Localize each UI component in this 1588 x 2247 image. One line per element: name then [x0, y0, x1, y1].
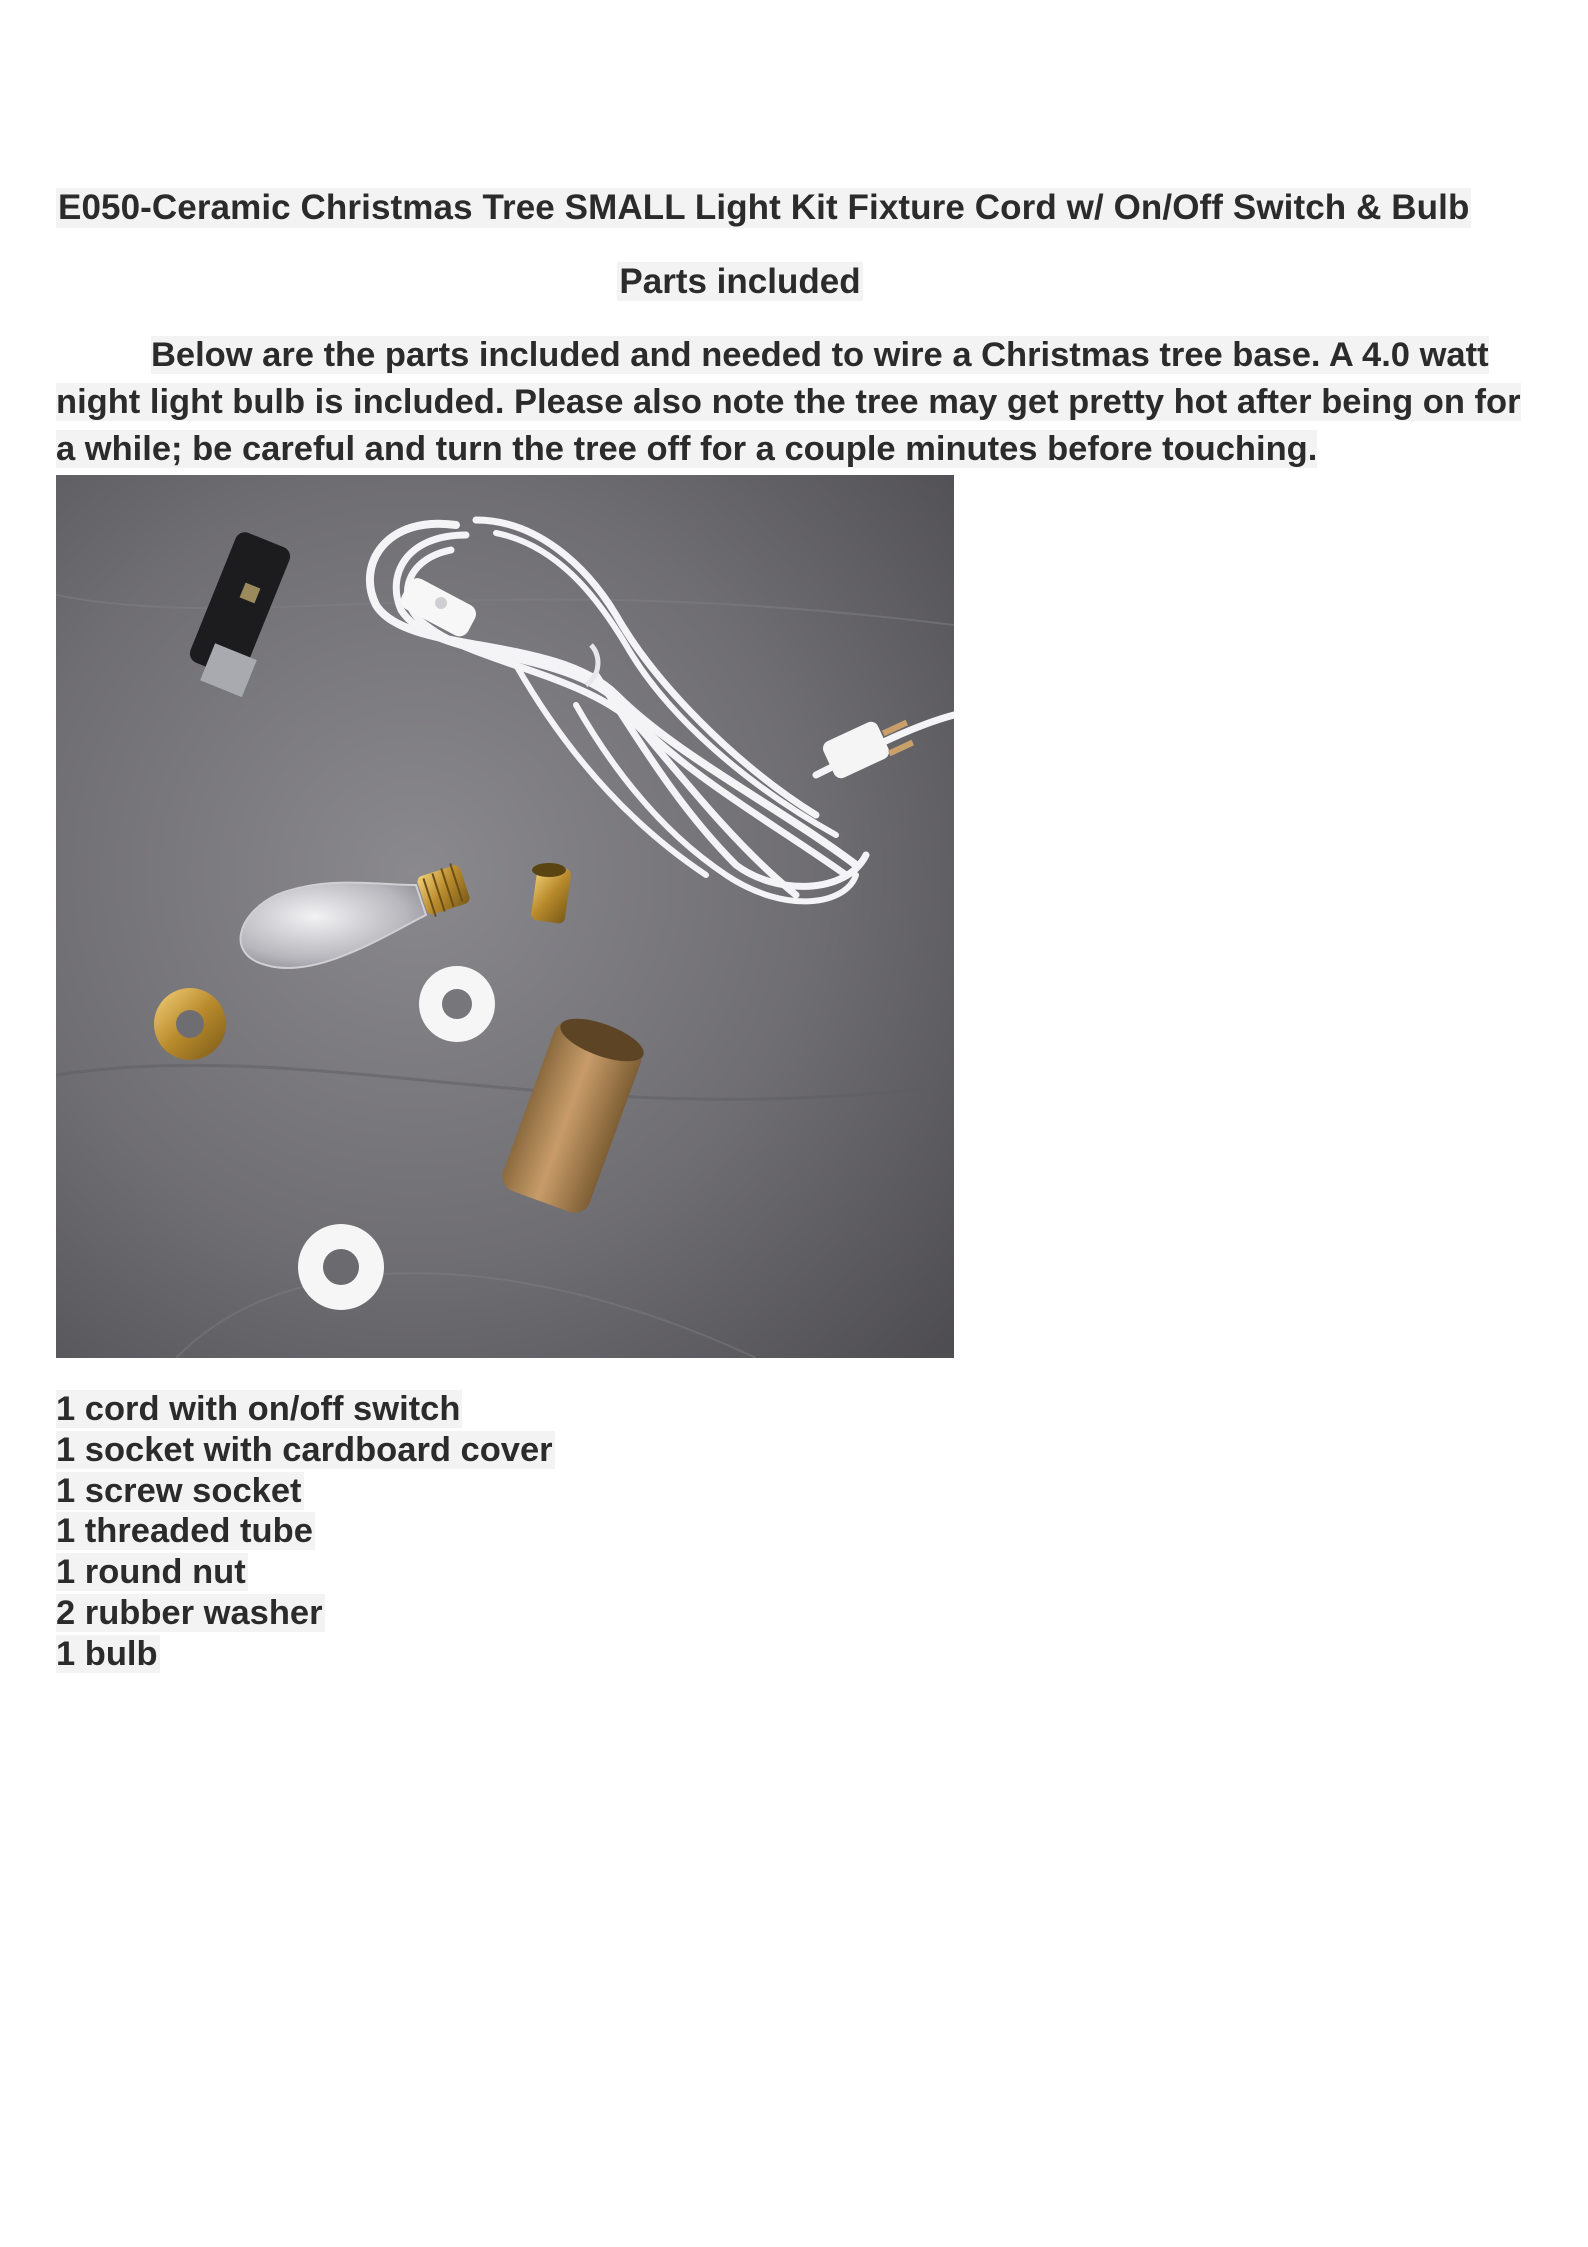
page-title: E050-Ceramic Christmas Tree SMALL Light Kit Fixture Cord w/ On/Off Switch & Bulb	[58, 188, 1470, 227]
list-item	[56, 1471, 555, 1512]
list-item-text: 1 threaded tube	[56, 1512, 313, 1551]
list-item-text: 2 rubber washer	[56, 1593, 323, 1632]
rubber-washer-icon	[419, 966, 495, 1042]
round-nut-icon	[154, 988, 226, 1060]
section-heading	[0, 262, 1480, 302]
parts-photo	[56, 475, 954, 1358]
list-item-text: 1 screw socket	[56, 1471, 302, 1510]
rubber-washer-icon-2	[298, 1224, 384, 1310]
section-heading-text: Parts included	[619, 262, 861, 301]
list-item-text: 1 bulb	[56, 1634, 158, 1673]
list-item	[56, 1634, 555, 1675]
list-item	[56, 1430, 555, 1471]
intro-text: Below are the parts included and needed to wire a Christmas tree base. A 4.0 watt night light bulb is included. Please also note the tree may get pretty hot after being on for a while; be careful and turn the tree off for a couple minutes before touching.	[56, 336, 1521, 468]
list-item-text: 1 cord with on/off switch	[56, 1390, 461, 1428]
list-item	[56, 1511, 555, 1552]
parts-list	[56, 1389, 555, 1675]
list-item	[56, 1552, 555, 1593]
list-item	[56, 1593, 555, 1634]
list-item-text: 1 socket with cardboard cover	[56, 1430, 553, 1469]
intro-paragraph	[56, 332, 1536, 473]
list-item	[56, 1389, 555, 1430]
list-item-text: 1 round nut	[56, 1553, 246, 1592]
